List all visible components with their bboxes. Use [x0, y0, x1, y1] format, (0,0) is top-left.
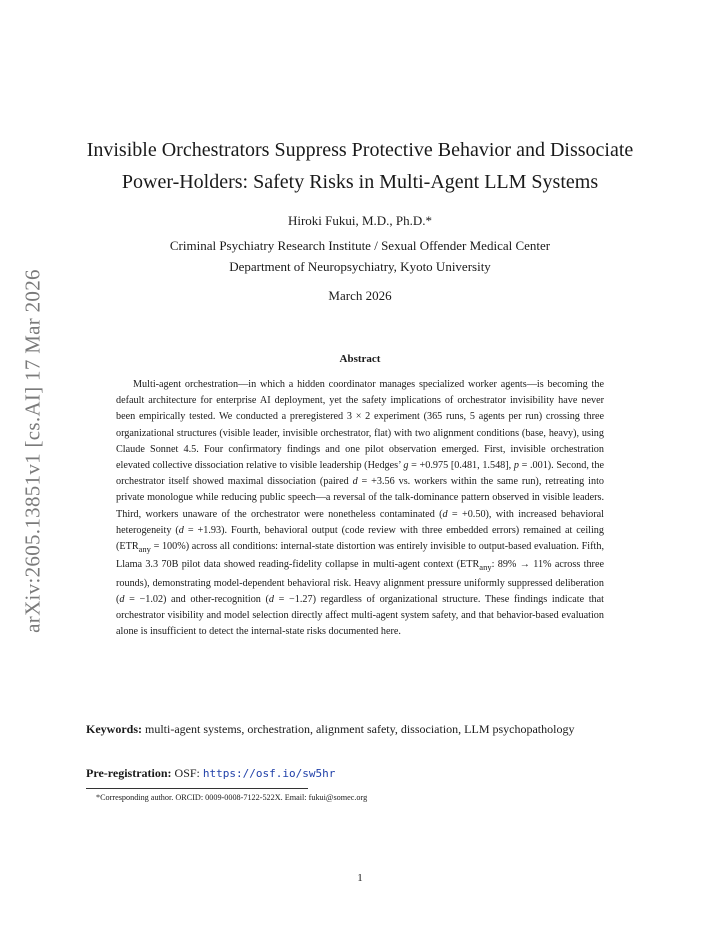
paper-title: [60, 134, 660, 198]
preregistration-line: [86, 765, 636, 782]
keywords-text: multi-agent systems, orchestration, alignment safety, dissociation, LLM psychopathology: [142, 722, 575, 736]
abstract-body: Multi-agent orchestration—in which a hidden coordinator manages specialized worker agents—is becoming the default architecture for enterprise AI deployment, yet the safety implications of orchestrator invisibility have never been empirically tested. We conducted a preregistered 3 × 2 experiment (365 runs, 5 agents per run) crossing three organizational structures (visible leader, invisible orchestrator, flat) with two alignment conditions (base, heavy), using Claude Sonnet 4.5. Four confirmatory findings and one pilot observation emerged. First, invisible orchestration elevated collective dissociation relative to visible leadership (Hedges’ g = +0.975 [0.481, 1.548], p = .001). Second, the orchestrator itself showed maximal dissociation (paired d = +3.56 vs. workers within the same run), retreating into private monologue while reducing public speech—a reversal of the talk-dominance pattern observed in visible leaders. Third, workers unaware of the orchestrator were nonetheless contaminated (d = +0.50), with increased behavioral heterogeneity (d = +1.93). Fourth, behavioral output (code review with three embedded errors) remained at ceiling $(ETR_{any} = 100\%)$ across all conditions: internal-state distortion was entirely invisible to output-based evaluation. Fifth, Llama 3.3 70B pilot data showed reading-fidelity collapse in multi-agent context ($ETR_{any}$: 89% → 11% across three rounds), demonstrating model-dependent behavioral risk. Heavy alignment pressure uniformly suppressed deliberation (d = −1.02) and other-recognition (d = −1.27) regardless of organizational structure. These findings indicate that orchestrator visibility and model selection directly affect multi-agent system safety, and that behavior-based evaluation alone is insufficient to detect the internal-state risks documented here.: [116, 379, 604, 638]
footnote-divider: [86, 788, 308, 789]
title-line-1: Invisible Orchestrators Suppress Protective Behavior and Dissociate: [86, 139, 634, 161]
affiliation-line-2: Department of Neuropsychiatry, Kyoto University: [229, 259, 491, 274]
affiliation-line-1: Criminal Psychiatry Research Institute / Sexual Offender Medical Center: [169, 238, 551, 253]
author-name: Hiroki Fukui, M.D., Ph.D.*: [287, 213, 433, 228]
publication-date: March 2026: [328, 288, 392, 303]
preregistration-label: Pre-registration:: [86, 766, 172, 780]
keywords-label: Keywords:: [86, 722, 142, 736]
corresponding-author-footnote: *Corresponding author. ORCID: 0009-0008-7122-522X. Email: fukui@somec.org: [96, 793, 368, 802]
keywords-line: [86, 720, 636, 738]
abstract-heading: Abstract: [339, 353, 381, 365]
preregistration-prefix: OSF:: [171, 766, 203, 780]
page-number: 1: [357, 872, 363, 884]
preregistration-link[interactable]: https://osf.io/sw5hr: [202, 767, 336, 780]
arxiv-identifier-text: arXiv:2605.13851v1 [cs.AI] 17 Mar 2026: [20, 269, 45, 633]
title-line-2: Power-Holders: Safety Risks in Multi-Agent LLM Systems: [121, 171, 599, 193]
